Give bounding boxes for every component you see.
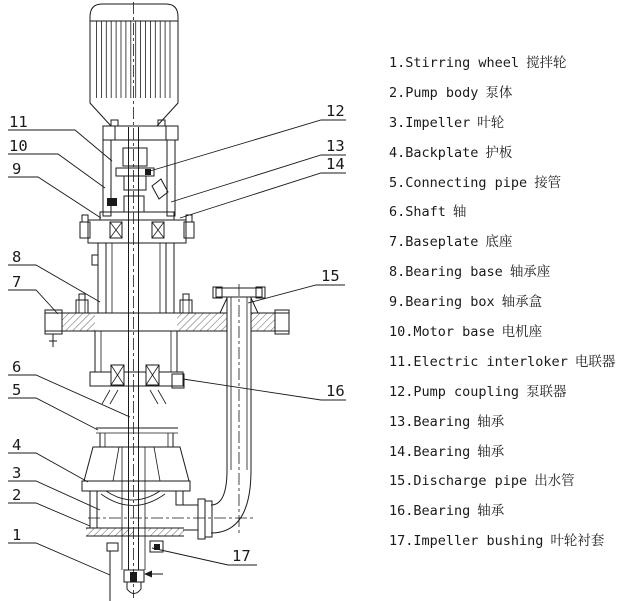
pump-body	[82, 447, 190, 536]
callout-14	[180, 155, 346, 218]
callout-9	[8, 160, 101, 218]
legend-item	[383, 139, 625, 169]
legend-zh: 接管	[534, 174, 562, 191]
legend-item	[383, 378, 625, 408]
svg-text:15: 15	[321, 267, 340, 285]
flow-arrow	[144, 571, 163, 578]
legend-zh: 轴承盒	[501, 294, 543, 311]
legend-zh: 叶轮	[477, 114, 505, 131]
legend-num: 12.	[389, 383, 414, 400]
svg-text:12: 12	[326, 102, 345, 120]
baseplate-bolts	[76, 294, 192, 313]
legend-en: Bearing box	[405, 294, 495, 311]
legend-zh: 轴承	[477, 443, 505, 460]
legend-num: 16.	[389, 503, 414, 520]
elbow-flange	[198, 499, 212, 539]
svg-text:13: 13	[326, 137, 345, 155]
svg-text:1: 1	[12, 526, 22, 544]
svg-text:16: 16	[326, 382, 345, 400]
legend-en: Bearing	[413, 443, 471, 460]
legend-item	[383, 497, 625, 527]
upper-bearings	[110, 222, 164, 238]
legend-num: 15.	[389, 473, 414, 490]
parts-legend	[383, 49, 625, 557]
svg-text:14: 14	[326, 155, 345, 173]
legend-en: Backplate	[405, 144, 479, 161]
legend-zh: 轴承	[477, 503, 505, 520]
callout-5	[8, 381, 98, 430]
legend-num: 1.	[389, 55, 406, 71]
callout-12	[150, 102, 346, 171]
legend-zh: 搅拌轮	[526, 55, 567, 71]
svg-text:11: 11	[9, 113, 28, 131]
callout-7	[8, 273, 58, 314]
legend-num: 9.	[389, 294, 406, 311]
svg-text:10: 10	[9, 137, 28, 155]
connecting-pipe	[90, 331, 184, 447]
callout-8	[8, 248, 100, 302]
legend-en: Motor base	[413, 324, 495, 341]
callout-10	[8, 137, 105, 188]
svg-text:17: 17	[232, 547, 251, 565]
legend-item	[383, 258, 625, 288]
legend-en: Impeller	[405, 114, 471, 131]
legend-item	[383, 527, 625, 557]
legend-num: 2.	[389, 84, 406, 101]
motor	[90, 4, 178, 126]
legend-num: 11.	[389, 353, 414, 370]
legend-item	[383, 438, 625, 468]
legend-item	[383, 348, 625, 378]
legend-zh: 护板	[485, 144, 513, 161]
pump-coupling	[116, 148, 168, 212]
lower-bearings	[111, 365, 159, 385]
legend-item	[383, 467, 625, 497]
legend-en: Connecting pipe	[405, 174, 528, 191]
callout-16	[183, 379, 346, 400]
legend-en: Bearing	[413, 503, 471, 520]
legend-en: Pump coupling	[413, 383, 520, 400]
legend-num: 3.	[389, 114, 406, 131]
legend-num: 13.	[389, 413, 414, 430]
legend-item	[383, 408, 625, 438]
legend-item	[383, 228, 625, 258]
svg-text:5: 5	[12, 381, 22, 399]
legend-num: 4.	[389, 144, 406, 161]
callout-17	[152, 547, 257, 565]
legend-num: 6.	[389, 204, 406, 221]
legend-item	[383, 288, 625, 318]
legend-item	[383, 169, 625, 199]
svg-text:7: 7	[12, 273, 22, 291]
stirring-wheel-assembly	[107, 541, 163, 601]
legend-num: 14.	[389, 443, 414, 460]
legend-zh: 泵体	[485, 84, 513, 101]
svg-text:9: 9	[12, 160, 22, 178]
svg-text:6: 6	[12, 358, 22, 376]
legend-zh: 轴	[452, 204, 467, 221]
legend-item	[383, 198, 625, 228]
legend-zh: 出水管	[534, 473, 575, 490]
legend-zh: 电联器	[574, 353, 616, 370]
legend-num: 5.	[389, 174, 406, 191]
bearing-box	[80, 212, 194, 243]
legend-zh: 泵联器	[526, 383, 567, 400]
svg-text:8: 8	[12, 248, 22, 266]
legend-zh: 轴承	[477, 413, 505, 430]
legend-en: Discharge pipe	[413, 473, 528, 490]
legend-num: 17.	[389, 533, 414, 550]
legend-num: 8.	[389, 264, 406, 281]
callout-2	[8, 486, 90, 526]
legend-en: Shaft	[405, 204, 446, 221]
legend-en: Baseplate	[405, 234, 479, 251]
legend-zh: 电机座	[501, 324, 543, 341]
legend-en: Bearing	[413, 413, 471, 430]
legend-en: Impeller bushing	[413, 533, 544, 550]
legend-en: Bearing base	[405, 264, 503, 281]
legend-zh: 底座	[485, 234, 513, 251]
legend-en: Pump body	[405, 84, 479, 101]
svg-text:3: 3	[12, 464, 22, 482]
legend-item	[383, 109, 625, 139]
interlock-switch	[107, 198, 117, 206]
svg-text:4: 4	[12, 436, 22, 454]
svg-text:2: 2	[12, 486, 22, 504]
impeller-outline	[106, 491, 160, 500]
legend-item	[383, 49, 625, 79]
legend-zh: 轴承座	[509, 264, 551, 281]
legend-en: Electric interloker	[413, 353, 568, 370]
legend-zh: 叶轮衬套	[550, 533, 605, 550]
legend-num: 10.	[389, 324, 414, 341]
callout-13	[171, 137, 346, 202]
interlock-arm	[152, 179, 168, 199]
legend-num: 7.	[389, 234, 406, 251]
legend-item	[383, 79, 625, 109]
bearing-base	[92, 243, 174, 313]
legend-en: Stirring wheel	[405, 55, 520, 71]
legend-item	[383, 318, 625, 348]
stirring-wheel-tip	[127, 582, 141, 594]
